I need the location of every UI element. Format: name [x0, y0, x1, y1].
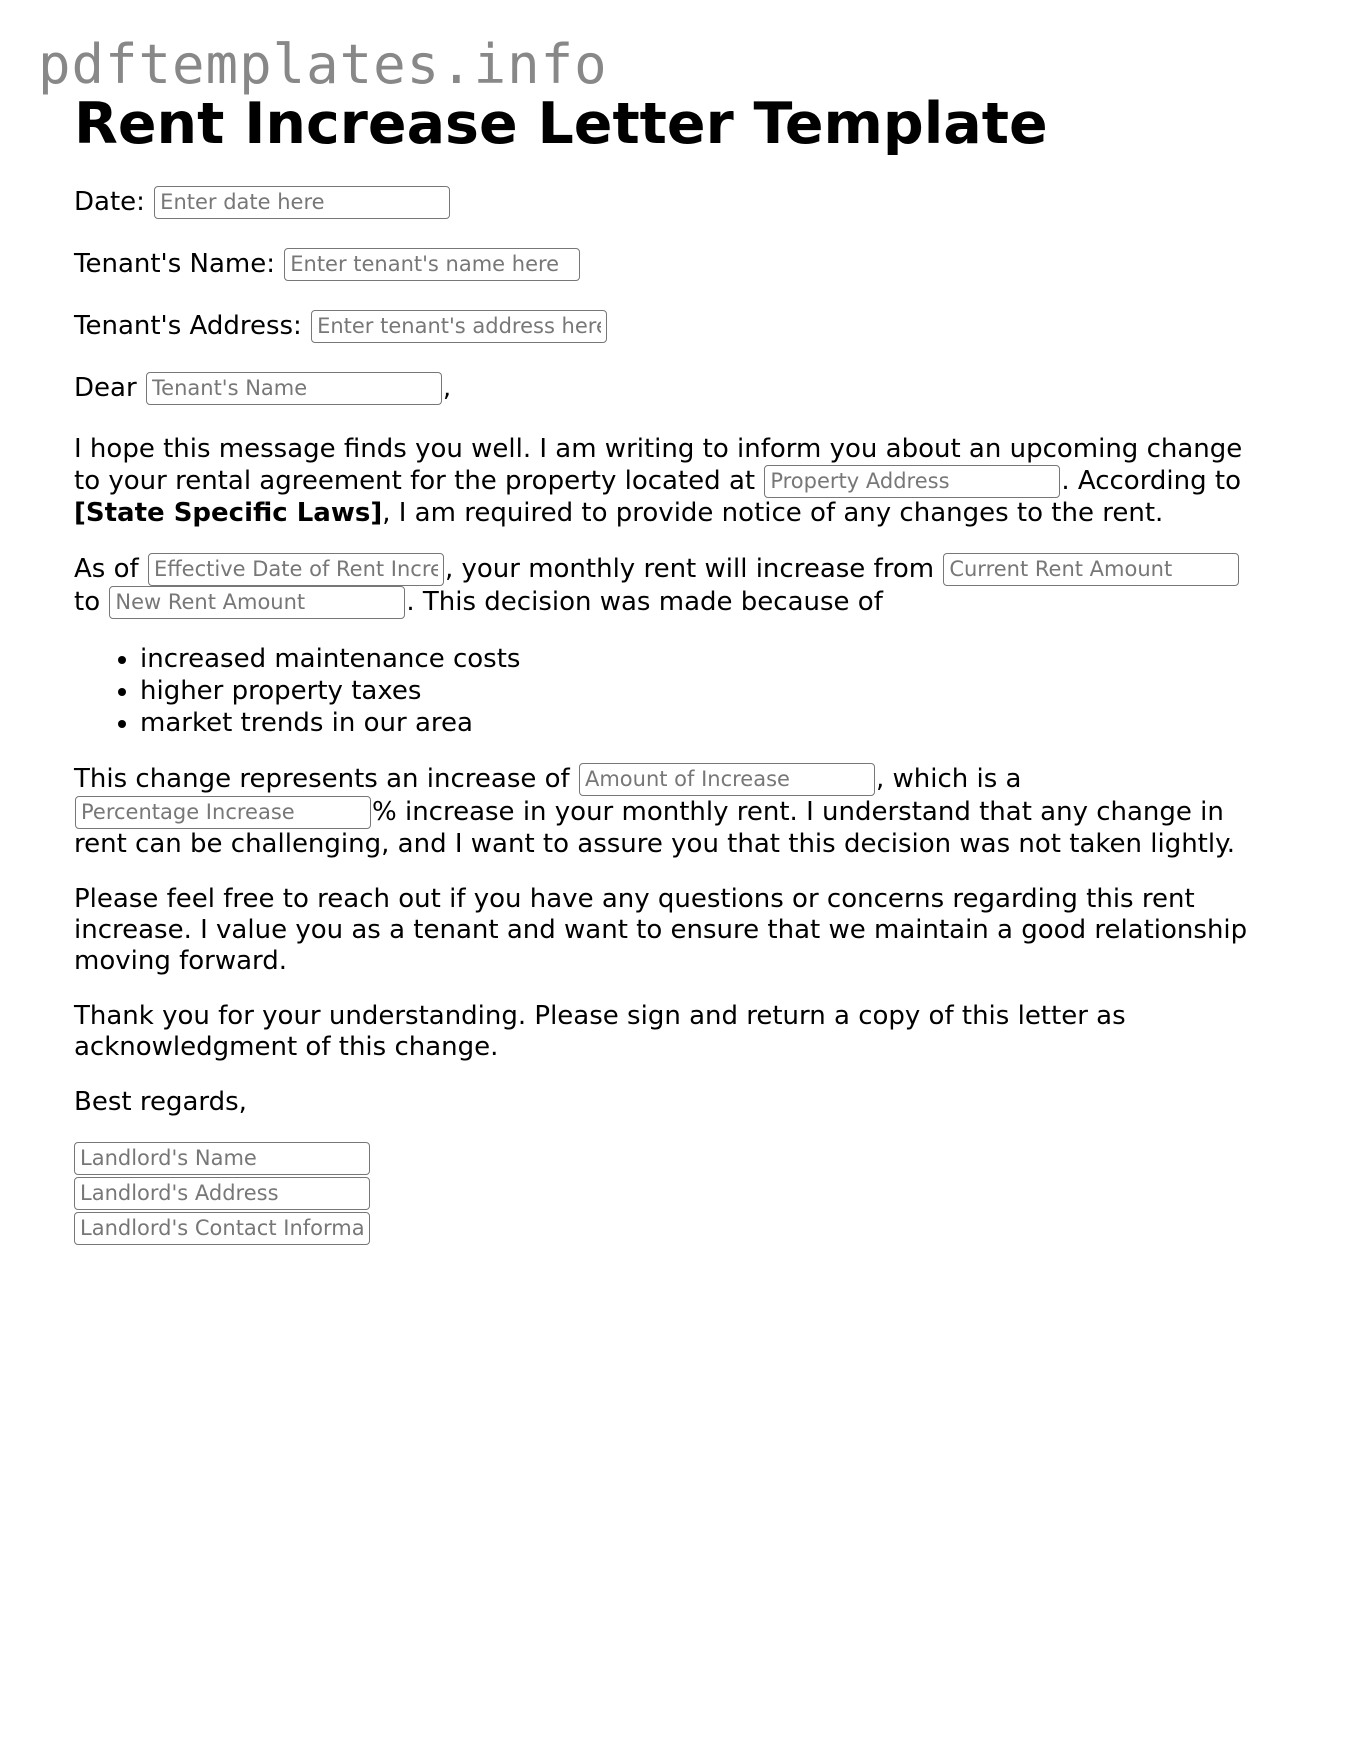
percentage-increase-input[interactable] — [75, 796, 371, 829]
landlord-name-input[interactable] — [74, 1142, 370, 1175]
tenant-name-label: Tenant's Name: — [74, 248, 275, 279]
list-item: • increased maintenance costs — [140, 643, 1274, 675]
date-input[interactable] — [154, 186, 450, 219]
reasons-list — [74, 643, 1274, 739]
intro-text: I hope this message finds you well. I am writing to inform you about an upcoming change to your rental agreement for the property located at — [74, 433, 1243, 496]
watermark: pdftemplates.info — [38, 33, 608, 96]
questions-paragraph: Please feel free to reach out if you have any questions or concerns regarding this rent increase. I value you as a tenant and want to ensure that we maintain a good relationship moving forward. — [74, 883, 1248, 976]
thanks-paragraph: Thank you for your understanding. Please sign and return a copy of this letter as acknowledgment of this change. — [74, 1000, 1126, 1062]
current-rent-input[interactable] — [943, 553, 1239, 586]
tenant-name-row — [74, 248, 1274, 281]
intro-end-text: , I am required to provide notice of any changes to the rent. — [382, 497, 1164, 528]
effective-date-input[interactable] — [148, 553, 444, 586]
signature-block — [74, 1142, 1274, 1245]
state-laws-text: [State Specific Laws] — [74, 497, 383, 528]
reason-text: . This decision was made because of — [406, 586, 883, 617]
increase-text: This change represents an increase of — [74, 763, 570, 794]
rent-change-paragraph — [74, 553, 1274, 619]
tenant-address-label: Tenant's Address: — [74, 310, 302, 341]
percentage-text: % increase in your monthly rent. I understand that any change in rent can be challenging, and I want to assure you that this decision was not taken lightly. — [74, 796, 1236, 859]
as-of-text: As of — [74, 553, 139, 584]
tenant-name-input[interactable] — [284, 248, 580, 281]
list-item: • higher property taxes — [140, 675, 1274, 707]
increase-from-text: , your monthly rent will increase from — [444, 553, 935, 584]
increase-amount-input[interactable] — [579, 763, 875, 796]
greeting-prefix: Dear — [74, 372, 137, 403]
list-item: • market trends in our area — [140, 707, 1274, 739]
tenant-address-input[interactable] — [311, 310, 607, 343]
intro-according-text: . According to — [1061, 465, 1242, 496]
tenant-address-row — [74, 310, 1274, 343]
landlord-address-input[interactable] — [74, 1177, 370, 1210]
closing-text: Best regards, — [74, 1086, 247, 1117]
intro-paragraph — [74, 434, 1274, 529]
new-rent-input[interactable] — [109, 586, 405, 619]
greeting-tenant-name-input[interactable] — [146, 372, 442, 405]
date-label: Date: — [74, 186, 145, 217]
greeting-suffix: , — [442, 372, 452, 403]
increase-paragraph — [74, 763, 1274, 860]
to-text: to — [74, 586, 101, 617]
page-title: Rent Increase Letter Template — [74, 91, 1048, 157]
landlord-contact-input[interactable] — [74, 1212, 370, 1245]
property-address-input[interactable] — [764, 465, 1060, 498]
which-is-text: , which is a — [875, 763, 1022, 794]
greeting-row — [74, 372, 1274, 405]
letter-page — [74, 92, 1274, 1247]
date-row — [74, 186, 1274, 219]
